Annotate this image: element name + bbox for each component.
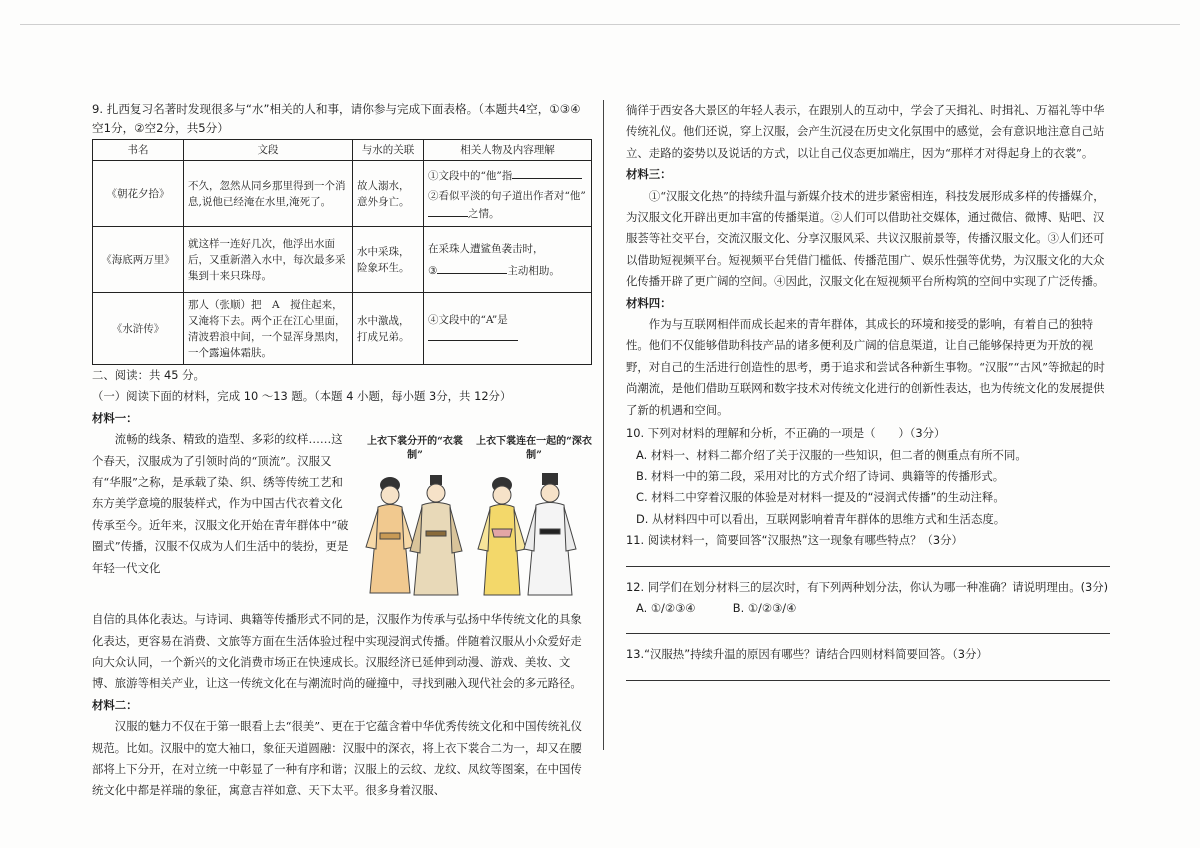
q12-answer-line[interactable] xyxy=(626,623,1110,634)
q12-option-b[interactable]: B. ①/②③/④ xyxy=(732,600,797,615)
hanfu-figure xyxy=(360,435,592,605)
left-column xyxy=(92,100,592,802)
answer-blank-1[interactable] xyxy=(512,166,582,179)
passage-cell: 就这样一连好几次，他浮出水面后，又重新潜入水中，每次最多采集到十来只珠母。 xyxy=(184,227,353,293)
column-divider xyxy=(603,100,604,750)
question-11: 11. 阅读材料一，简要回答“汉服热”这一现象有哪些特点？（3分） xyxy=(626,533,963,548)
answer-blank-4[interactable] xyxy=(428,328,518,341)
blank-4-label: ④文段中的“A”是 xyxy=(428,313,508,326)
figure-caption-yishang: 上衣下裳分开的“衣裳制” xyxy=(367,436,463,462)
relation-cell: 故人溺水，意外身亡。 xyxy=(353,161,424,227)
sub-section-title: （一）阅读下面的材料，完成 10 ～13 题。（本题 4 小题，每小题 3分，共 12分） xyxy=(92,389,512,404)
q12-options xyxy=(626,598,1110,619)
table-row xyxy=(93,227,592,293)
material-3-paragraph-1: ①“汉服文化热”的持续升温与新媒介技术的进步紧密相连，科技发展形成多样的传播媒介，为汉服文化开辟出更加丰富的传播渠道。②人们可以借助社交媒体，通过微信、微博、贴吧、汉服荟等社交平台，交流汉服文化、分享汉服风采、共议汉服前景等，传播汉服文化。③人们还可以借助短视频平台。短视频平台凭借门槛低、传播范围广、娱乐性强等优势，为汉服文化的大众化传播开辟了更广阔的空间。④因此，汉服文化在短视频平台所构筑的空间中实现了广泛传播。 xyxy=(626,188,1105,289)
man-figure-2 xyxy=(524,473,576,595)
material-2-paragraph-1: 汉服的魅力不仅在于第一眼看上去“很美”、更在于它蕴含着中华优秀传统文化和中国传统礼仪规范。比如。汉服中的宽大袖口，象征天道圆融：汉服中的深衣，将上衣下裳合二为一，却又在腰部将上下分开，在对立统一中彰显了一种有序和谐；汉服上的云纹、龙纹、凤纹等图案，在中国传统文化中都是祥瑞的象征，寓意吉祥如意、天下太平。很多身着汉服、 xyxy=(92,719,583,798)
material-1-paragraph-1: 流畅的线条、精致的造型、多彩的纹样……这个春天，汉服成为了引领时尚的“顶流”。汉服又有“华服”之称，是承载了染、织、绣等传统工艺和东方美学意境的服装样式，作为中国古代衣着文化传承至今。近年来，汉服文化开始在青年群体中“破圈式”传播，汉服不仅成为人们生活中的装扮，更是年轻一代文化 xyxy=(92,432,349,575)
passage-cell: 那人（张顺）把 A 搅住起来，又淹将下去。两个正在江心里面，清波碧浪中间，一个显浑身黑肉，一个露遍体霜肤。 xyxy=(184,293,353,365)
blank-1-label: ①文段中的“他”指 xyxy=(428,169,513,182)
header-book: 书名 xyxy=(93,140,184,161)
woman-figure-1 xyxy=(366,477,414,593)
relation-cell: 水中激战，打成兄弟。 xyxy=(353,293,424,365)
material-2-paragraph-continued: 徜徉于西安各大景区的年轻人表示，在跟别人的互动中，学会了天揖礼、时揖礼、万福礼等中华传统礼仪。他们还说，穿上汉服，会产生沉浸在历史文化氛围中的感觉，会有意识地注意自己站立、走路的姿势以及说话的方式，以让自己仪态更加端庄，因为“那样才对得起身上的衣裳”。 xyxy=(626,103,1105,160)
table-row xyxy=(93,161,592,227)
man-figure-1 xyxy=(410,475,462,595)
passage-cell: 不久，忽然从同乡那里得到一个消息,说他已经淹在水里,淹死了。 xyxy=(184,161,353,227)
blank-3-suffix: 主动相助。 xyxy=(507,264,560,277)
understanding-cell xyxy=(424,293,592,365)
book-cell: 《水浒传》 xyxy=(93,293,184,365)
book-cell: 《海底两万里》 xyxy=(93,227,184,293)
table-header-row xyxy=(93,140,592,161)
relation-cell: 水中采珠，险象环生。 xyxy=(353,227,424,293)
q10-option-d[interactable]: D. 从材料四中可以看出，互联网影响着青年群体的思维方式和生活态度。 xyxy=(636,511,1006,526)
book-cell: 《朝花夕拾》 xyxy=(93,161,184,227)
answer-blank-2[interactable] xyxy=(428,204,468,217)
material-4-paragraph-1: 作为与互联网相伴而成长起来的青年群体，其成长的环境和接受的影响，有着自己的独特性。他们不仅能够借助科技产品的诸多便利及广阔的信息渠道，让自己能够保持更为开放的视野，对自己的生活进行创造性的思考，勇于追求和尝试各种新生事物。“汉服”“古风”等掀起的时尚潮流，是他们借助互联网和数字技术对传统文化进行的创新性表达，也为传统文化的发展提供了新的机遇和空间。 xyxy=(626,317,1105,417)
material-4-label: 材料四： xyxy=(626,295,672,310)
material-2-label: 材料二： xyxy=(92,697,138,712)
understanding-cell xyxy=(424,227,592,293)
hanfu-illustration xyxy=(360,469,592,603)
figure-caption-shenyi: 上衣下裳连在一起的“深衣制” xyxy=(476,436,592,462)
blank-2-suffix: 之情。 xyxy=(468,207,500,220)
question-12: 12. 同学们在划分材料三的层次时，有下列两种划分法，你认为哪一种准确？请说明理由。(3分) xyxy=(626,579,1109,594)
blank-2-label: ②看似平淡的句子道出作者对“他” xyxy=(428,189,586,202)
answer-blank-3[interactable] xyxy=(437,261,507,274)
header-relation: 与水的关联 xyxy=(353,140,424,161)
q12-option-a[interactable]: A. ①/②③④ xyxy=(636,600,696,615)
q9-intro: 9. 扎西复习名著时发现很多与“水”相关的人和事，请你参与完成下面表格。（本题共4空，①③④空1分，②空2分，共5分） xyxy=(92,102,581,135)
q10-option-c[interactable]: C. 材料二中穿着汉服的体验是对材料一提及的“浸润式传播”的生动注释。 xyxy=(636,490,1005,505)
material-1-label: 材料一： xyxy=(92,410,138,425)
right-column xyxy=(626,100,1110,691)
blank-3-label: ③ xyxy=(428,264,438,277)
understanding-cell xyxy=(424,161,592,227)
q9-table xyxy=(92,139,592,365)
q13-answer-line[interactable] xyxy=(626,670,1110,681)
question-13: 13.“汉服热”持续升温的原因有哪些？请结合四则材料简要回答。（3分） xyxy=(626,647,988,662)
table-row xyxy=(93,293,592,365)
q10-option-b[interactable]: B. 材料一中的第二段，采用对比的方式介绍了诗词、典籍等的传播形式。 xyxy=(636,468,1005,483)
woman-figure-2 xyxy=(478,477,526,595)
page-top-border xyxy=(20,24,1180,25)
material-3-label: 材料三： xyxy=(626,167,672,182)
header-understanding: 相关人物及内容理解 xyxy=(424,140,592,161)
q11-answer-line[interactable] xyxy=(626,556,1110,567)
row2-line1: 在采珠人遭鲨鱼袭击时， xyxy=(428,242,544,255)
header-passage: 文段 xyxy=(184,140,353,161)
section-title: 二、阅读：共 45 分。 xyxy=(92,368,205,382)
q10-option-a[interactable]: A. 材料一、材料二都介绍了关于汉服的一些知识，但二者的侧重点有所不同。 xyxy=(636,447,1027,462)
question-10: 10. 下列对材料的理解和分析，不正确的一项是（ ）（3分） xyxy=(626,426,946,441)
material-1-paragraph-1-continued: 自信的具体化表达。与诗词、典籍等传播形式不同的是，汉服作为传承与弘扬中华传统文化的具象化表达，更容易在消费、文旅等方面在生活体验过程中实现浸润式传播。伴随着汉服从小众爱好走向大众认同，一个新兴的文化消费市场正在快速成长。汉服经济已延伸到动漫、游戏、美妆、文博、旅游等相关产业，让这一传统文化在与潮流时尚的碰撞中，寻找到融入现代社会的多元路径。 xyxy=(92,612,582,691)
